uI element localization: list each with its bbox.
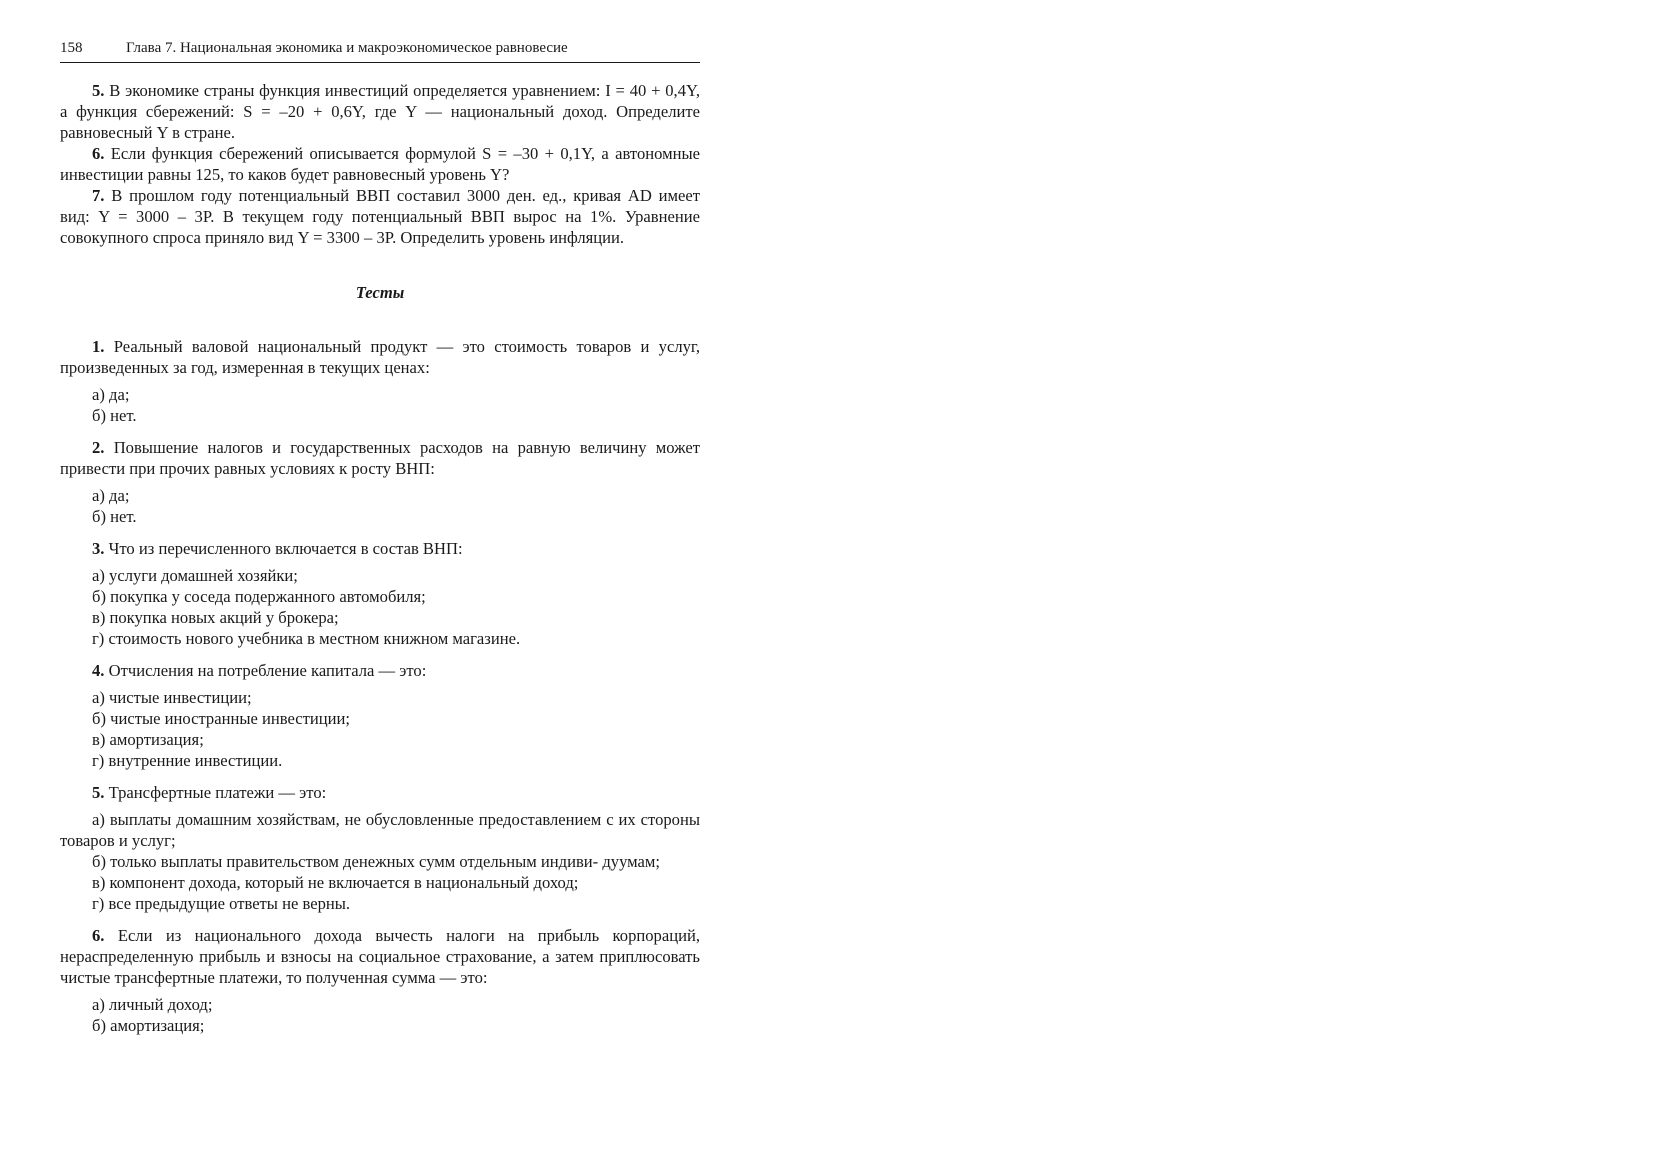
test-question [60, 782, 700, 914]
tests-section [60, 336, 700, 1036]
chapter-title: Глава 7. Национальная экономика и макроэкономическое равновесие [126, 40, 568, 56]
problem-item [60, 143, 700, 185]
test-question [60, 437, 700, 527]
question-number: 6. [92, 926, 105, 945]
answer-option: б) нет. [92, 507, 137, 526]
problem-number: 5. [92, 81, 105, 100]
answer-option: в) амортизация; [92, 730, 204, 749]
answer-options [60, 809, 700, 914]
answer-option: а) да; [92, 486, 130, 505]
question-text: Реальный валовой национальный продукт — это стоимость товаров и услуг, произведенных за год, измеренная в текущих ценах: [60, 337, 700, 377]
question-text: Повышение налогов и государственных расходов на равную величину может привести при прочих равных условиях к росту ВНП: [60, 438, 700, 478]
question-text: Что из перечисленного включается в состав ВНП: [108, 539, 463, 558]
answer-option: б) амортизация; [92, 1016, 205, 1035]
problem-number: 7. [92, 186, 105, 205]
answer-options [60, 485, 700, 527]
answer-options [60, 565, 700, 649]
question-stem [60, 660, 700, 681]
test-question [60, 538, 700, 649]
answer-option: а) чистые инвестиции; [92, 688, 252, 707]
answer-option: а) услуги домашней хозяйки; [92, 566, 298, 585]
answer-option: а) выплаты домашним хозяйствам, не обусловленные предоставлением с их стороны товаров и услуг; [60, 810, 700, 850]
question-stem [60, 925, 700, 988]
problem-text: В экономике страны функция инвестиций определяется уравнением: I = 40 + 0,4Y, а функция сбережений: S = –20 + 0,6Y, где Y — национальный доход. Определите равновесный Y в стране. [60, 81, 700, 142]
question-stem [60, 782, 700, 803]
answer-option: б) нет. [92, 406, 137, 425]
problem-number: 6. [92, 144, 105, 163]
running-header [60, 38, 700, 63]
question-number: 3. [92, 539, 105, 558]
answer-option: г) стоимость нового учебника в местном книжном магазине. [92, 629, 521, 648]
question-stem [60, 336, 700, 378]
question-text: Если из национального дохода вычесть налоги на прибыль корпораций, нераспределенную прибыль и взносы на социальное страхование, а затем приплюсовать чистые трансфертные платежи, то полученная сумма — это: [60, 926, 700, 987]
question-stem [60, 538, 700, 559]
question-text: Отчисления на потребление капитала — это: [108, 661, 427, 680]
answer-option: в) покупка новых акций у брокера; [92, 608, 339, 627]
problem-item [60, 185, 700, 248]
answer-options [60, 687, 700, 771]
answer-option: а) да; [92, 385, 130, 404]
question-number: 4. [92, 661, 105, 680]
problem-text: В прошлом году потенциальный ВВП составил 3000 ден. ед., кривая AD имеет вид: Y = 3000 – 3P. В текущем году потенциальный ВВП вырос на 1%. Уравнение совокупного спроса приняло вид Y = 3300 – 3P. Определить уровень инфляции. [60, 186, 700, 247]
page-number: 158 [60, 40, 83, 56]
answer-option: б) чистые иностранные инвестиции; [92, 709, 351, 728]
test-question [60, 336, 700, 426]
question-number: 1. [92, 337, 105, 356]
answer-option: в) компонент дохода, который не включается в национальный доход; [92, 873, 579, 892]
answer-option: г) внутренние инвестиции. [92, 751, 283, 770]
answer-option: г) все предыдущие ответы не верны. [92, 894, 351, 913]
problem-text: Если функция сбережений описывается формулой S = –30 + 0,1Y, а автономные инвестиции равны 125, то каков будет равновесный уровень Y? [60, 144, 700, 184]
answer-option: б) покупка у соседа подержанного автомобиля; [92, 587, 426, 606]
problem-item [60, 80, 700, 143]
question-number: 2. [92, 438, 105, 457]
answer-option: б) только выплаты правительством денежных сумм отдельным индиви- дуумам; [92, 852, 661, 871]
test-question [60, 660, 700, 771]
question-text: Трансфертные платежи — это: [108, 783, 327, 802]
answer-option: а) личный доход; [92, 995, 213, 1014]
answer-options [60, 994, 700, 1036]
answer-options [60, 384, 700, 426]
question-stem [60, 437, 700, 479]
book-page [60, 38, 700, 1036]
problems-section [60, 80, 700, 248]
question-number: 5. [92, 783, 105, 802]
section-title-tests: Тесты [355, 283, 405, 302]
test-question [60, 925, 700, 1036]
